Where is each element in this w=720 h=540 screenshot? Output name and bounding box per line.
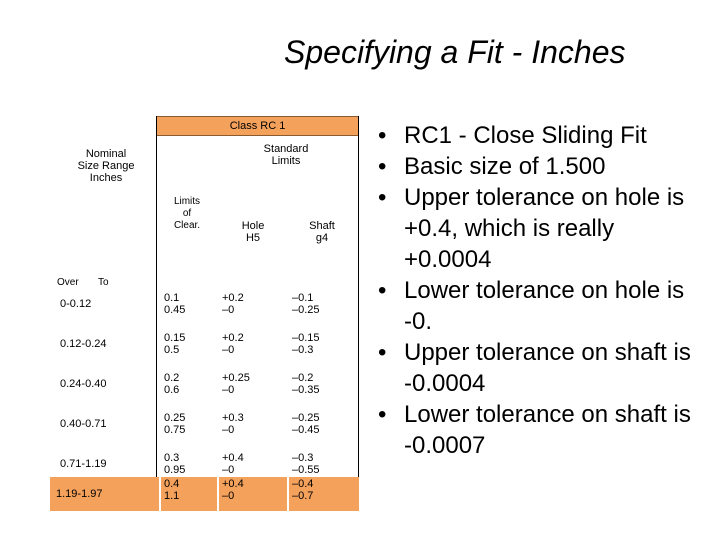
shaft-limit-cell: –0.15 –0.3 xyxy=(292,332,320,356)
shaft-g4-header: Shaft g4 xyxy=(309,220,335,244)
bullet-text: Upper tolerance on hole is +0.4, which is really +0.0004 xyxy=(404,184,685,273)
hole-limit-cell: +0.4 –0 xyxy=(222,452,244,476)
to-label: To xyxy=(98,277,109,288)
bullet-text: Lower tolerance on hole is -0. xyxy=(404,277,685,335)
bullet-marker: • xyxy=(378,153,387,180)
clearance-cell: 0.1 0.45 xyxy=(164,292,186,316)
shaft-limit-cell: –0.3 –0.55 xyxy=(292,452,320,476)
bullet-text: Upper tolerance on shaft is -0.0004 xyxy=(404,339,691,397)
clearance-cell: 0.2 0.6 xyxy=(164,372,180,396)
hole-limit-cell: +0.2 –0 xyxy=(222,292,244,316)
shaft-limit-cell: –0.2 –0.35 xyxy=(292,372,320,396)
size-range-cell: 0.12-0.24 xyxy=(60,338,107,350)
shaft-limit-cell: –0.25 –0.45 xyxy=(292,412,320,436)
clearance-cell: 0.3 0.95 xyxy=(164,452,186,476)
bullet-item xyxy=(378,182,708,275)
bullet-text: RC1 - Close Sliding Fit xyxy=(404,122,647,149)
hole-limit-cell: +0.2 –0 xyxy=(222,332,244,356)
size-range-cell: 1.19-1.97 xyxy=(50,477,159,511)
bullet-item xyxy=(378,399,708,461)
bullet-marker: • xyxy=(378,122,387,149)
clearance-cell: 0.4 1.1 xyxy=(161,477,217,511)
bullet-marker: • xyxy=(378,401,387,428)
bullet-marker: • xyxy=(378,184,387,211)
hole-limit-cell: +0.25 –0 xyxy=(222,372,250,396)
size-range-cell: 0.40-0.71 xyxy=(60,418,107,430)
nominal-size-header: Nominal Size Range Inches xyxy=(77,148,135,184)
hole-limit-cell: +0.4 –0 xyxy=(219,477,287,511)
bullet-item xyxy=(378,120,708,151)
limits-of-clearance-header: Limits of Clear. xyxy=(173,196,201,231)
bullet-text: Basic size of 1.500 xyxy=(404,153,606,180)
size-range-cell: 0-0.12 xyxy=(60,298,92,310)
column-divider xyxy=(156,116,157,511)
bullet-item xyxy=(378,337,708,399)
shaft-limit-cell: –0.1 –0.25 xyxy=(292,292,320,316)
shaft-limit-cell: –0.4 –0.7 xyxy=(289,477,359,511)
standard-limits-header: Standard Limits xyxy=(263,143,309,167)
bullet-marker: • xyxy=(378,339,387,366)
fit-table xyxy=(56,116,359,511)
hole-limit-cell: +0.3 –0 xyxy=(222,412,244,436)
clearance-cell: 0.25 0.75 xyxy=(164,412,186,436)
column-divider xyxy=(358,116,359,511)
class-rc1-header: Class RC 1 xyxy=(156,116,359,136)
hole-h5-header: Hole H5 xyxy=(241,220,265,244)
over-label: Over xyxy=(57,277,79,288)
bullet-marker: • xyxy=(378,277,387,304)
size-range-cell: 0.24-0.40 xyxy=(60,378,107,390)
clearance-cell: 0.15 0.5 xyxy=(164,332,186,356)
size-range-cell: 0.71-1.19 xyxy=(60,458,107,470)
bullet-list xyxy=(378,120,708,461)
slide-title: Specifying a Fit - Inches xyxy=(284,34,626,70)
bullet-text: Lower tolerance on shaft is -0.0007 xyxy=(404,401,691,459)
bullet-item xyxy=(378,275,708,337)
bullet-item xyxy=(378,151,708,182)
